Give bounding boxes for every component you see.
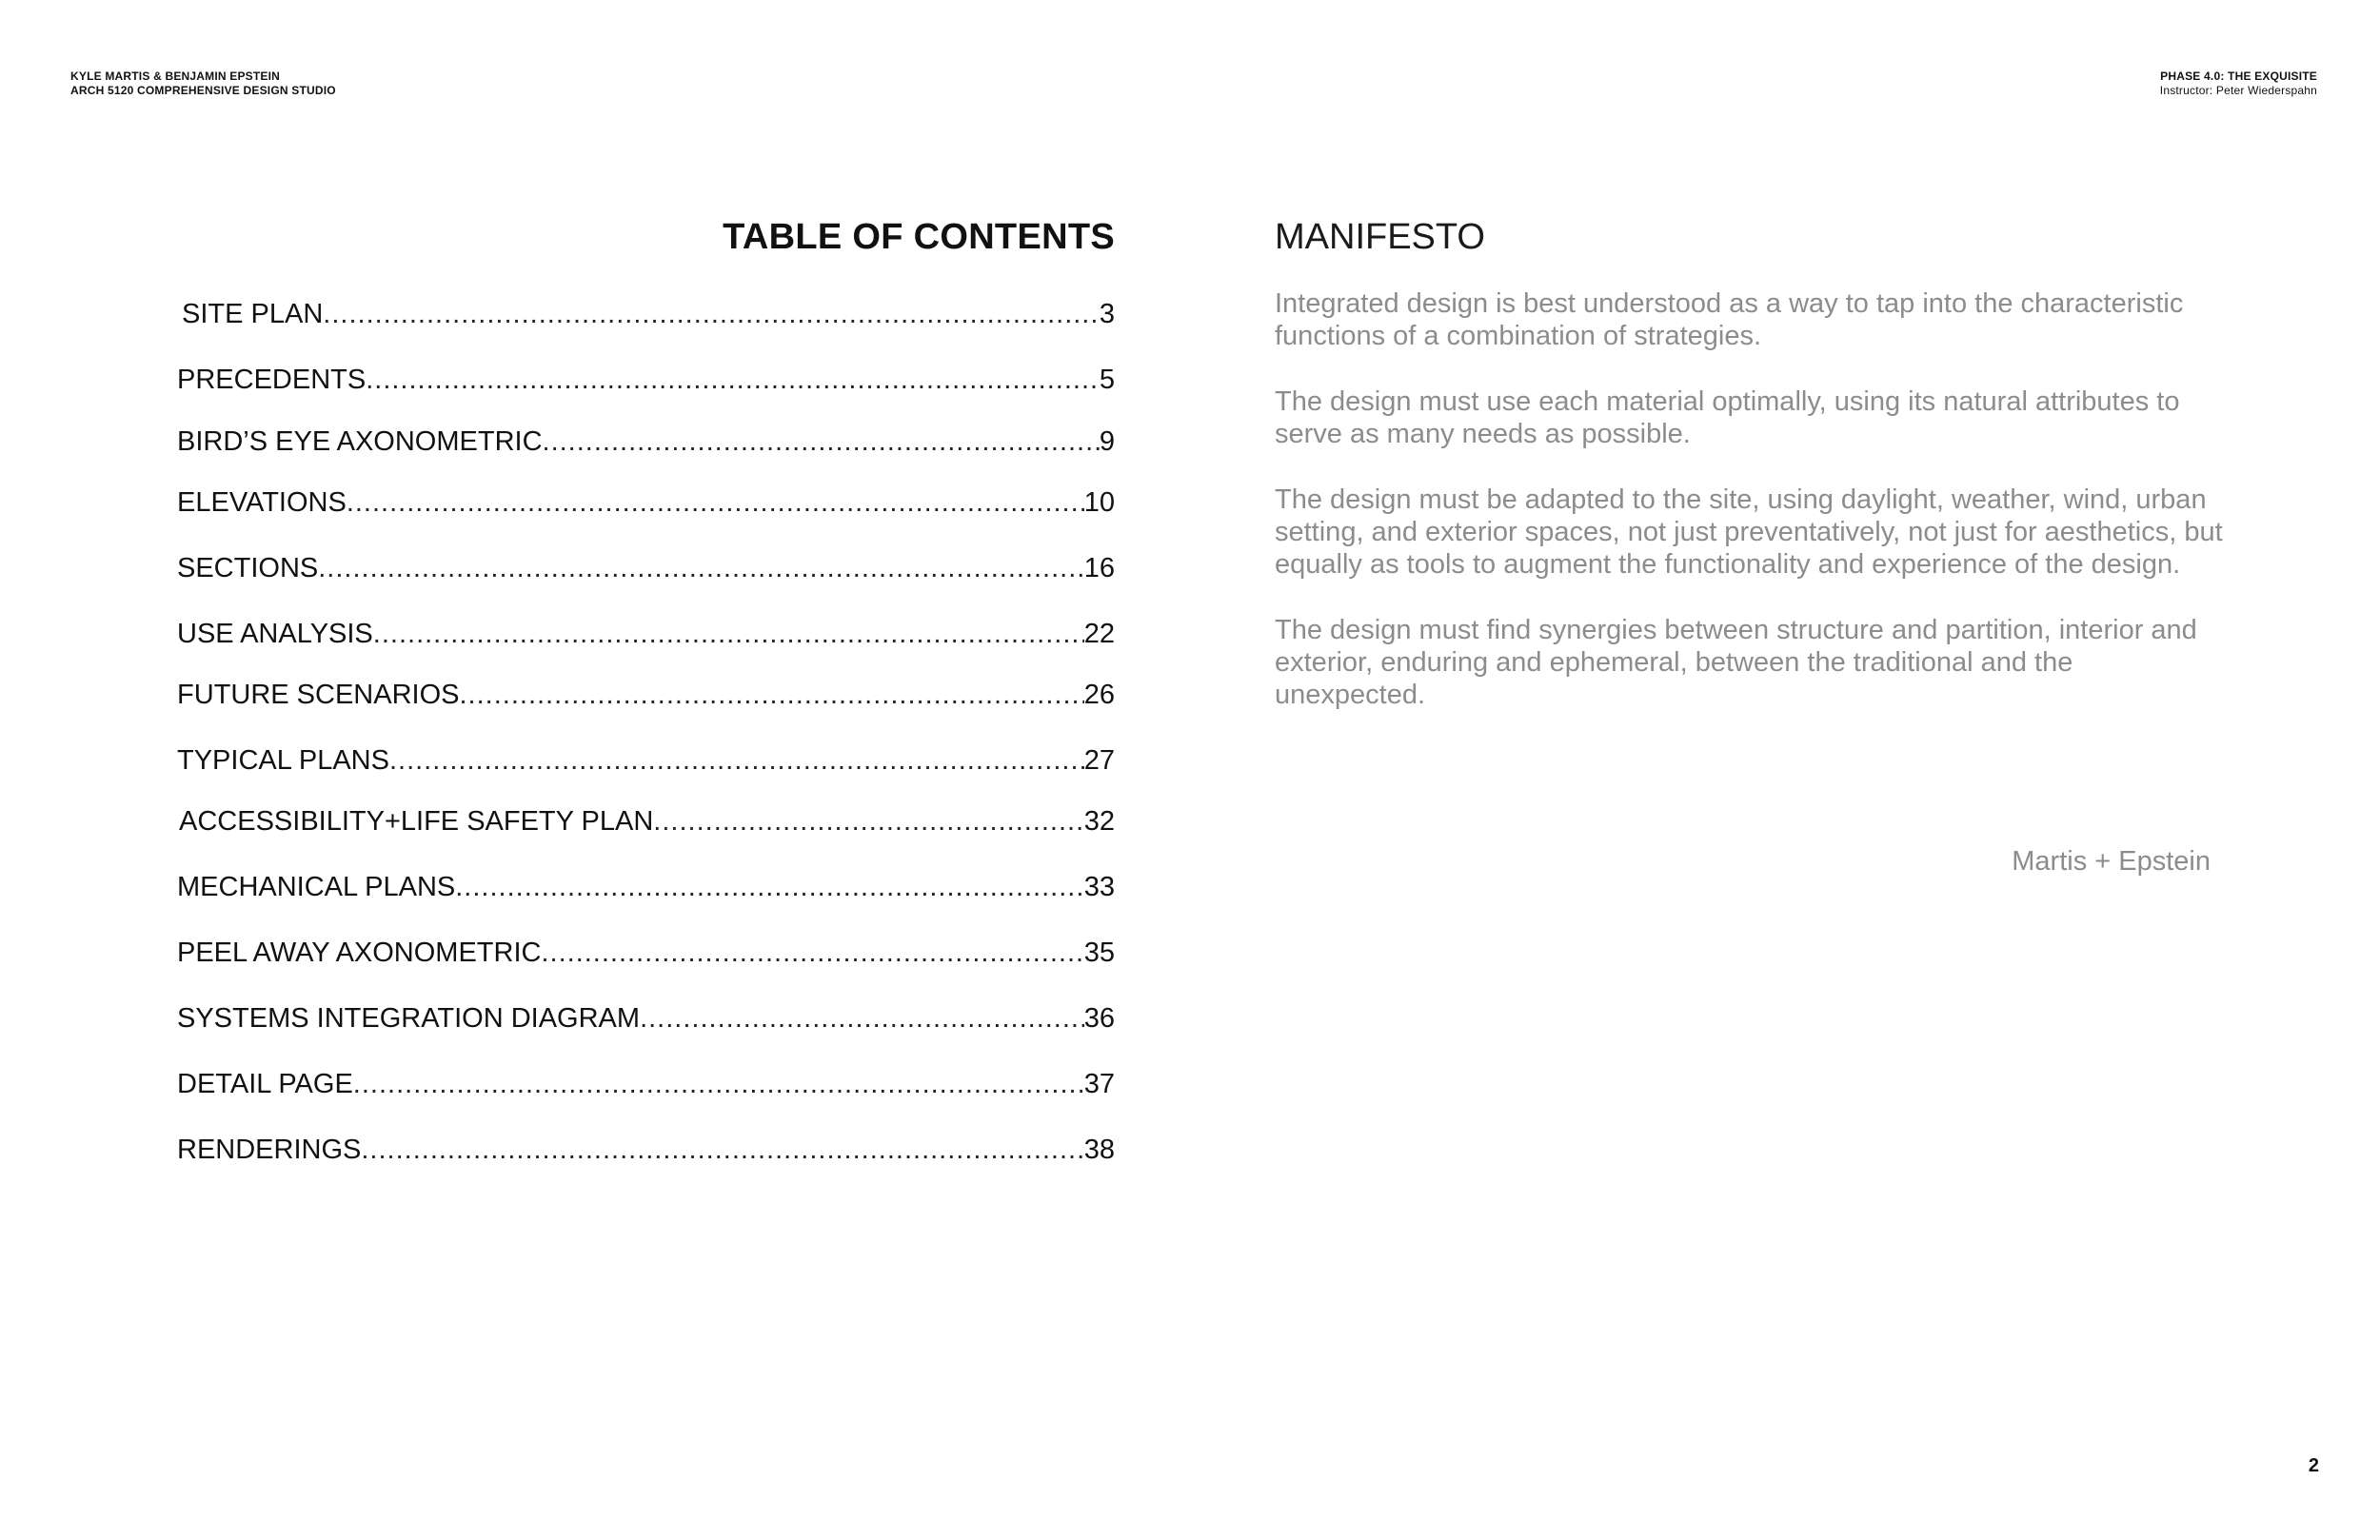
toc-leader: [366, 364, 1100, 396]
manifesto-paragraph: Integrated design is best understood as a way to tap into the characteristic functions of a combination of strategies.: [1275, 288, 2184, 351]
toc-label: ACCESSIBILITY+LIFE SAFETY PLAN: [179, 806, 654, 837]
toc-leader: [323, 298, 1100, 330]
toc-leader: [455, 871, 1084, 903]
toc-title: TABLE OF CONTENTS: [723, 217, 1115, 257]
toc-label: MECHANICAL PLANS: [177, 872, 456, 902]
phase-title: PHASE 4.0: THE EXQUISITE: [2160, 69, 2317, 83]
toc-page: 38: [1083, 1135, 1115, 1165]
toc-page: 37: [1083, 1069, 1115, 1099]
toc-row: [177, 364, 1115, 396]
manifesto-paragraph: The design must find synergies between structure and partition, interior and exterior, enduring and ephemeral, between the traditional and the unexpected.: [1275, 615, 2197, 710]
manifesto-body: [1275, 287, 2227, 744]
toc-page: 22: [1083, 619, 1115, 649]
toc-label: TYPICAL PLANS: [177, 745, 389, 776]
toc-label: SITE PLAN: [182, 299, 324, 329]
toc-label: DETAIL PAGE: [177, 1069, 353, 1099]
toc-leader: [389, 744, 1084, 777]
toc-page: 27: [1083, 745, 1115, 776]
toc-row: [177, 744, 1115, 777]
toc-page: 16: [1083, 553, 1115, 583]
toc-label: BIRD’S EYE AXONOMETRIC: [177, 426, 543, 457]
course-name: ARCH 5120 COMPREHENSIVE DESIGN STUDIO: [70, 84, 336, 97]
toc-row: [177, 425, 1115, 458]
toc-leader: [318, 552, 1083, 584]
instructor: Instructor: Peter Wiederspahn: [2159, 84, 2317, 97]
page-number: 2: [2308, 1455, 2319, 1476]
toc-label: ELEVATIONS: [177, 487, 347, 518]
manifesto-paragraph: The design must be adapted to the site, using daylight, weather, wind, urban setting, and exterior spaces, not just preventatively, not just for aesthetics, but equally as tools to augment the functionality and experience of the design.: [1275, 484, 2223, 580]
toc-leader: [541, 937, 1083, 969]
toc-leader: [347, 486, 1084, 519]
toc-leader: [543, 425, 1100, 458]
authors: KYLE MARTIS & BENJAMIN EPSTEIN: [70, 69, 281, 83]
toc-row: [177, 618, 1115, 650]
toc-leader: [373, 618, 1084, 650]
toc-label: PEEL AWAY AXONOMETRIC: [177, 938, 542, 968]
toc-page: 35: [1083, 938, 1115, 968]
toc-leader: [361, 1134, 1083, 1166]
toc-label: RENDERINGS: [177, 1135, 362, 1165]
toc-label: USE ANALYSIS: [177, 619, 373, 649]
manifesto-paragraph: The design must use each material optimally, using its natural attributes to serve as many needs as possible.: [1275, 386, 2180, 449]
toc-page: 3: [1099, 299, 1115, 329]
toc-row: [177, 1134, 1115, 1166]
toc-row: [177, 1068, 1115, 1100]
header-right: [2160, 69, 2317, 98]
header-left: [70, 69, 336, 98]
toc-page: 26: [1083, 680, 1115, 710]
toc-label: SYSTEMS INTEGRATION DIAGRAM: [177, 1003, 641, 1034]
toc-page: 9: [1099, 426, 1115, 457]
manifesto-title: MANIFESTO: [1275, 217, 1485, 257]
toc-page: 32: [1083, 806, 1115, 837]
toc-row: [177, 486, 1115, 519]
manifesto-signature: Martis + Epstein: [2012, 846, 2211, 877]
toc-row: [179, 805, 1115, 838]
toc-page: 10: [1083, 487, 1115, 518]
toc-row: [177, 552, 1115, 584]
toc-page: 36: [1083, 1003, 1115, 1034]
toc-label: PRECEDENTS: [177, 365, 367, 395]
toc-row: [177, 871, 1115, 903]
toc-row: [182, 298, 1115, 330]
toc-label: FUTURE SCENARIOS: [177, 680, 460, 710]
toc-label: SECTIONS: [177, 553, 319, 583]
toc-page: 5: [1099, 365, 1115, 395]
toc-row: [177, 679, 1115, 711]
toc-leader: [640, 1002, 1084, 1035]
toc-row: [177, 937, 1115, 969]
toc-leader: [353, 1068, 1084, 1100]
toc-leader: [459, 679, 1083, 711]
toc-page: 33: [1083, 872, 1115, 902]
toc-row: [177, 1002, 1115, 1035]
toc-leader: [653, 805, 1083, 838]
